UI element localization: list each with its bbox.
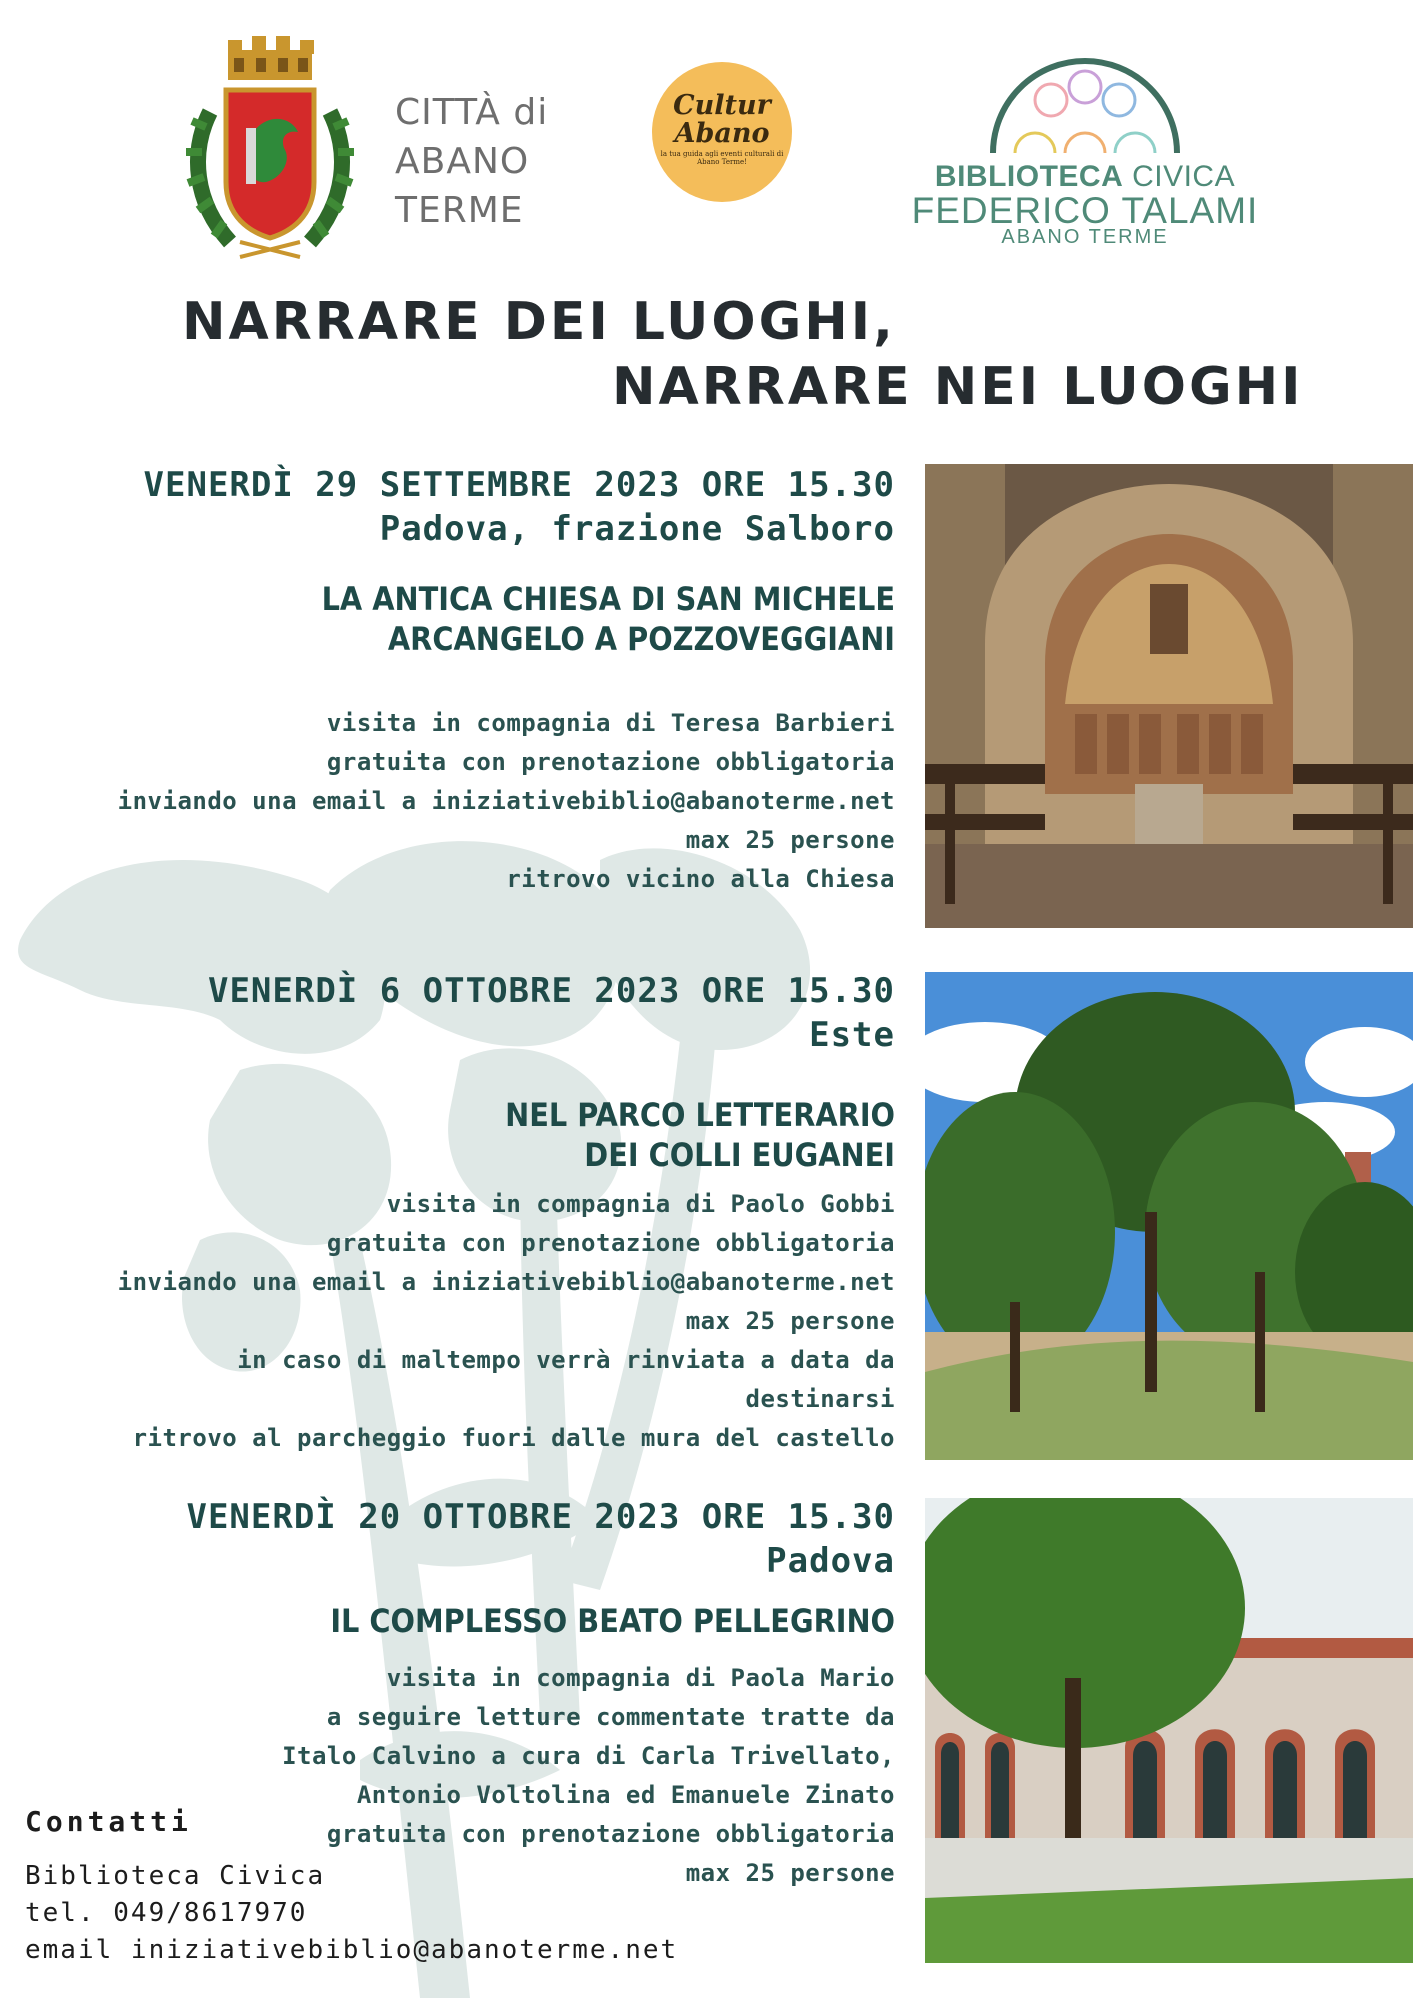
- event-3-date: VENERDÌ 20 OTTOBRE 2023 ORE 15.30: [186, 1497, 895, 1537]
- event-3-detail: Italo Calvino a cura di Carla Trivellato,: [282, 1742, 895, 1770]
- event-2-heading-line1: NEL PARCO LETTERARIO: [505, 1096, 895, 1134]
- library-name-line3: ABANO TERME: [1001, 226, 1169, 248]
- park-trees-photo: [925, 972, 1413, 1460]
- city-name-line3: TERME: [395, 190, 524, 231]
- event-1: [80, 463, 895, 899]
- event-2-heading-line2: DEI COLLI EUGANEI: [584, 1136, 895, 1174]
- cultur-abano-logo: [652, 62, 792, 202]
- page-title-line2: NARRARE NEI LUOGHI: [612, 357, 1304, 417]
- event-2-detail: inviando una email a iniziativebiblio@abanoterme.net: [117, 1268, 895, 1296]
- event-2-detail: in caso di maltempo verrà rinviata a data da destinarsi: [237, 1346, 895, 1413]
- contacts-section: [25, 1805, 725, 1969]
- event-1-heading-line1: LA ANTICA CHIESA DI SAN MICHELE: [321, 580, 895, 618]
- event-2-detail: ritrovo al parcheggio fuori dalle mura del castello: [132, 1424, 895, 1452]
- event-1-detail: ritrovo vicino alla Chiesa: [506, 865, 895, 893]
- contacts-phone: tel. 049/8617970: [25, 1898, 308, 1928]
- event-2-date: VENERDÌ 6 OTTOBRE 2023 ORE 15.30: [207, 971, 895, 1011]
- city-name-line1: CITTÀ di: [395, 92, 549, 133]
- event-2-detail: max 25 persone: [685, 1307, 895, 1335]
- page-title-line1: NARRARE DEI LUOGHI,: [182, 292, 896, 352]
- event-2-detail: visita in compagnia di Paolo Gobbi: [386, 1190, 895, 1218]
- event-3-place: Padova: [766, 1541, 895, 1581]
- event-3-heading-line1: IL COMPLESSO BEATO PELLEGRINO: [330, 1602, 895, 1640]
- event-3-detail: max 25 persone: [685, 1859, 895, 1887]
- city-name: [395, 88, 625, 235]
- contacts-name: Biblioteca Civica: [25, 1861, 326, 1891]
- contacts-title: Contatti: [25, 1805, 192, 1838]
- event-2: [80, 969, 895, 1458]
- contacts-email[interactable]: email iniziativebiblio@abanoterme.net: [25, 1935, 679, 1965]
- event-1-detail: inviando una email a iniziativebiblio@abanoterme.net: [117, 787, 895, 815]
- event-1-place: Padova, frazione Salboro: [379, 509, 895, 549]
- event-1-detail: max 25 persone: [685, 826, 895, 854]
- church-interior-photo: [925, 464, 1413, 928]
- library-name-line1: BIBLIOTECA CIVICA: [934, 160, 1236, 193]
- cultur-logo-tagline: la tua guida agli eventi culturali di Abano Terme!: [660, 150, 784, 166]
- event-1-heading-line2: ARCANGELO A POZZOVEGGIANI: [387, 620, 895, 658]
- cloister-photo: [925, 1498, 1413, 1963]
- event-2-detail: gratuita con prenotazione obbligatoria: [326, 1229, 895, 1257]
- library-arch-logo-icon: [985, 55, 1185, 155]
- library-name-line2: FEDERICO TALAMI: [911, 190, 1259, 231]
- cultur-logo-line2: Abano: [674, 118, 770, 149]
- abano-coat-of-arms-icon: [180, 32, 360, 264]
- event-3-detail: a seguire letture commentate tratte da: [326, 1703, 895, 1731]
- event-3-detail: visita in compagnia di Paola Mario: [386, 1664, 895, 1692]
- city-name-line2: ABANO: [395, 141, 530, 182]
- event-2-place: Este: [809, 1015, 895, 1055]
- event-1-detail: gratuita con prenotazione obbligatoria: [326, 748, 895, 776]
- event-3-detail: Antonio Voltolina ed Emanuele Zinato: [356, 1781, 895, 1809]
- event-3-detail: gratuita con prenotazione obbligatoria: [326, 1820, 895, 1848]
- event-1-detail: visita in compagnia di Teresa Barbieri: [326, 709, 895, 737]
- cultur-logo-line1: Cultur: [673, 90, 771, 121]
- header: [0, 0, 1413, 280]
- event-1-date: VENERDÌ 29 SETTEMBRE 2023 ORE 15.30: [143, 465, 895, 505]
